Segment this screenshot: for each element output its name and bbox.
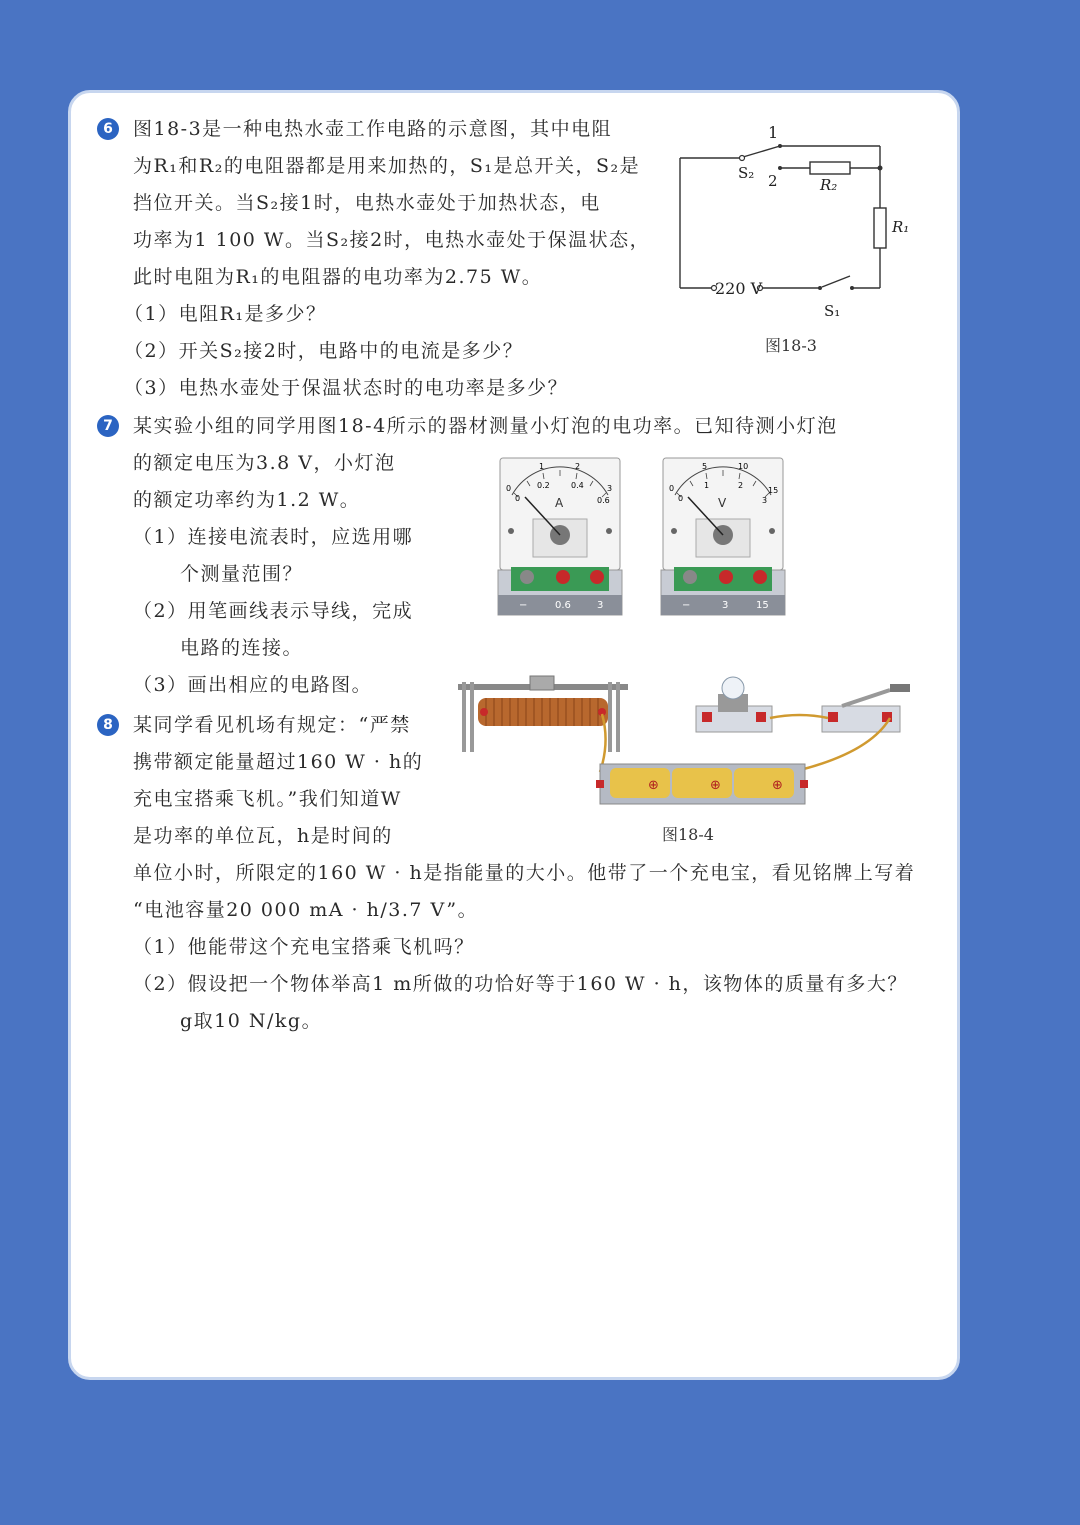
voltmeter-tick-1: 5 <box>702 462 708 471</box>
voltmeter-tick-4: 2 <box>738 481 744 490</box>
ammeter-tick-8: 3 <box>607 484 613 493</box>
voltmeter-tick-8: 3 <box>762 496 768 505</box>
lamp-holder <box>696 677 772 732</box>
voltmeter-tick-3: 1 <box>704 481 710 490</box>
q6-sub-3: （3）电热水壶处于保温状态时的电功率是多少？ <box>124 377 569 399</box>
ammeter-tick-3: 0.2 <box>537 481 550 490</box>
circuit-diagram-18-3 <box>670 118 910 328</box>
q6-line-3: 挡位开关。当S₂接1时，电热水壶处于加热状态，电 <box>133 192 601 214</box>
ammeter-illustration <box>497 455 623 620</box>
question-7-badge: 7 <box>97 415 119 437</box>
battery-box <box>596 764 808 804</box>
q7-line-3: 的额定功率约为1.2 W。 <box>133 489 361 511</box>
voltmeter-illustration <box>660 455 786 620</box>
ammeter-terminal-06: 0.6 <box>555 600 571 611</box>
voltmeter-tick-2: 10 <box>738 462 749 471</box>
knife-switch <box>822 684 910 732</box>
q7-sub-1b: 个测量范围？ <box>180 563 304 585</box>
ammeter-tick-2: 2 <box>575 462 581 471</box>
q6-line-2: 为R₁和R₂的电阻器都是用来加热的，S₁是总开关，S₂是 <box>133 155 641 177</box>
voltmeter-terminal-neg: − <box>682 600 691 611</box>
voltmeter-tick-7: 0 <box>678 494 684 503</box>
ammeter-tick-4: 0.4 <box>571 481 584 490</box>
ammeter-symbol: A <box>555 496 564 510</box>
apparatus-illustration <box>450 672 920 812</box>
ammeter-tick-1: 1 <box>539 462 545 471</box>
q7-line-2: 的额定电压为3.8 V，小灯泡 <box>133 452 396 474</box>
q8-sub-1: （1）他能带这个充电宝搭乘飞机吗？ <box>133 936 475 958</box>
voltmeter-terminal-15: 15 <box>756 600 769 611</box>
q8-line-6: “电池容量20 000 mA · h/3.7 V”。 <box>133 899 479 921</box>
q8-sub-2: （2）假设把一个物体举高1 m所做的功恰好等于160 W · h，该物体的质量有多大？ <box>133 973 908 995</box>
voltmeter-terminal-3: 3 <box>722 600 729 611</box>
voltmeter-symbol: V <box>718 496 727 510</box>
q7-line-1: 某实验小组的同学用图18-4所示的器材测量小灯泡的电功率。已知待测小灯泡 <box>133 415 838 437</box>
voltmeter-tick-6: 15 <box>768 486 779 495</box>
q7-sub-1a: （1）连接电流表时，应选用哪 <box>133 526 414 548</box>
ammeter-terminal-neg: − <box>519 600 528 611</box>
battery-plus-2: ⊕ <box>710 778 721 793</box>
label-contact-1: 1 <box>768 123 779 142</box>
ammeter-terminal-3: 3 <box>597 600 604 611</box>
q6-sub-1: （1）电阻R₁是多少？ <box>124 303 327 325</box>
caption-18-3: 图18-3 <box>765 336 817 355</box>
label-s2: S₂ <box>738 164 755 182</box>
label-r2: R₂ <box>820 176 838 194</box>
q8-line-4: 是功率的单位瓦，h是时间的 <box>133 825 393 847</box>
battery-plus-3: ⊕ <box>772 778 783 793</box>
label-r1: R₁ <box>892 218 910 236</box>
ammeter-tick-7: 0 <box>515 494 521 503</box>
q8-line-3: 充电宝搭乘飞机。”我们知道W <box>133 788 402 810</box>
label-voltage: 220 V <box>715 279 763 298</box>
q8-sub-2-note: g取10 N/kg。 <box>180 1010 323 1032</box>
ammeter-tick-6: 0.6 <box>597 496 610 505</box>
q8-line-1: 某同学看见机场有规定：“严禁 <box>133 714 411 736</box>
label-contact-2: 2 <box>768 172 778 190</box>
q8-line-5: 单位小时，所限定的160 W · h是指能量的大小。他带了一个充电宝，看见铭牌上写着 <box>133 862 916 884</box>
q7-sub-2a: （2）用笔画线表示导线，完成 <box>133 600 414 622</box>
q7-sub-3: （3）画出相应的电路图。 <box>133 674 373 696</box>
q7-sub-2b: 电路的连接。 <box>180 637 304 659</box>
ammeter-tick-5: 0 <box>506 484 512 493</box>
q6-line-5: 此时电阻为R₁的电阻器的电功率为2.75 W。 <box>133 266 543 288</box>
question-8-badge: 8 <box>97 714 119 736</box>
q8-line-2: 携带额定能量超过160 W · h的 <box>133 751 424 773</box>
battery-plus-1: ⊕ <box>648 778 659 793</box>
voltmeter-tick-5: 0 <box>669 484 675 493</box>
question-6-badge: 6 <box>97 118 119 140</box>
q6-line-1: 图18-3是一种电热水壶工作电路的示意图，其中电阻 <box>133 118 613 140</box>
q6-sub-2: （2）开关S₂接2时，电路中的电流是多少？ <box>124 340 524 362</box>
q6-line-4: 功率为1 100 W。当S₂接2时，电热水壶处于保温状态， <box>133 229 651 251</box>
label-s1: S₁ <box>824 302 841 320</box>
caption-18-4: 图18-4 <box>662 825 714 844</box>
